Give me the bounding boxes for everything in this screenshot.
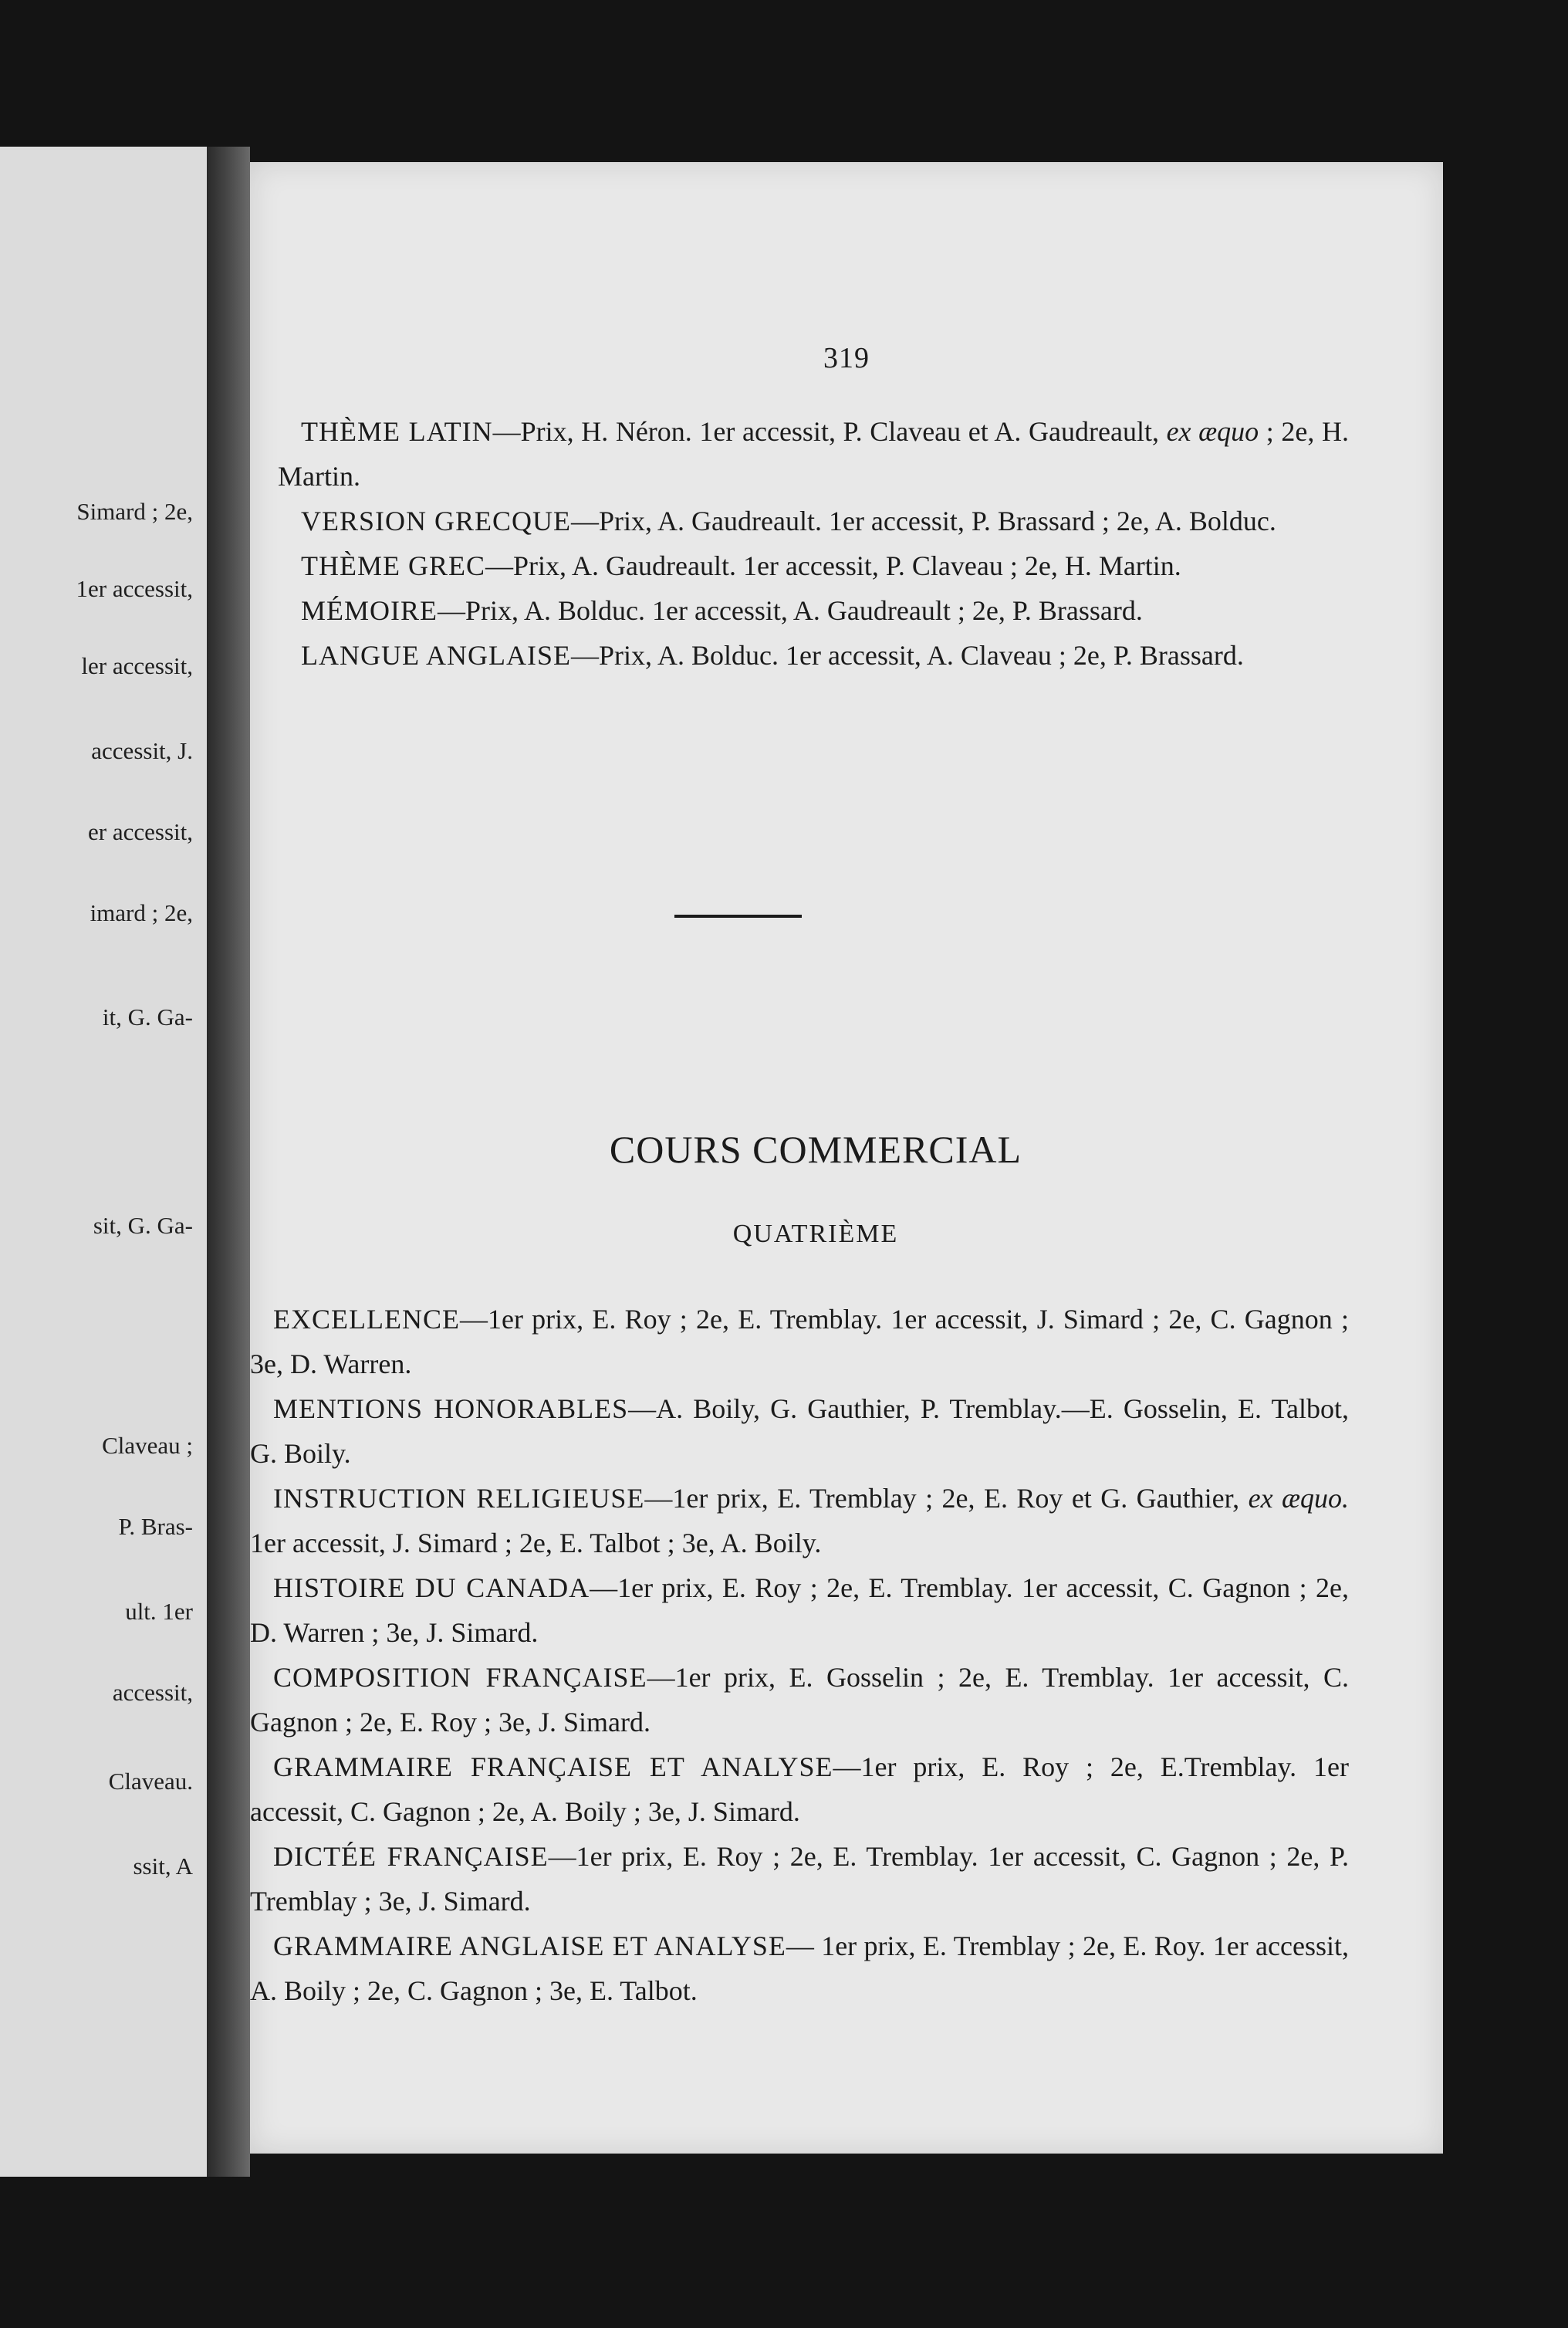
left-page-fragment: ssit, A bbox=[133, 1853, 193, 1880]
entry-text: —Prix, A. Bolduc. 1er accessit, A. Claveau ; 2e, P. Brassard. bbox=[570, 640, 1244, 671]
subject-heading: THÈME LATIN bbox=[301, 416, 493, 447]
entry-text: — 1er prix, E. Tremblay ; 2e, E. Roy. 1er accessit, A. Boily ; 2e, C. Gagnon ; 3e, E. Talbot. bbox=[250, 1930, 1349, 2006]
prize-entry bbox=[278, 588, 1349, 633]
entry-rest: ; 2e, H. Martin. bbox=[278, 416, 1350, 492]
subject-heading: INSTRUCTION RELIGIEUSE bbox=[273, 1483, 645, 1514]
subject-heading: GRAMMAIRE ANGLAISE ET ANALYSE bbox=[273, 1930, 786, 1961]
left-page-fragment: accessit, bbox=[112, 1679, 193, 1706]
prize-entry bbox=[278, 409, 1349, 499]
entry-text: —Prix, A. Bolduc. 1er accessit, A. Gaudreault ; 2e, P. Brassard. bbox=[438, 595, 1143, 626]
left-page-fragment: Claveau. bbox=[108, 1768, 193, 1795]
left-page-fragment: ler accessit, bbox=[81, 652, 193, 679]
subject-heading: MÉMOIRE bbox=[301, 595, 438, 626]
left-page-fragment: imard ; 2e, bbox=[90, 899, 193, 926]
page-number: 319 bbox=[823, 342, 870, 374]
section-title: COURS COMMERCIAL bbox=[609, 1128, 1022, 1171]
subsection-title: QUATRIÈME bbox=[732, 1220, 899, 1248]
subject-heading: THÈME GREC bbox=[301, 550, 485, 581]
subject-heading: LANGUE ANGLAISE bbox=[301, 640, 571, 671]
prize-entry bbox=[250, 1744, 1349, 1834]
subject-heading: HISTOIRE DU CANADA bbox=[273, 1572, 590, 1603]
entry-text: —A. Boily, G. Gauthier, P. Tremblay.—E. Gosselin, E. Talbot, G. Boily. bbox=[250, 1393, 1349, 1469]
previous-page-edge bbox=[0, 147, 207, 2177]
left-page-fragment: er accessit, bbox=[88, 818, 193, 845]
subject-heading: GRAMMAIRE FRANÇAISE ET ANALYSE bbox=[273, 1751, 833, 1782]
prize-entry bbox=[250, 1565, 1349, 1655]
entry-rest: 1er accessit, J. Simard ; 2e, E. Talbot ; 3e, A. Boily. bbox=[250, 1528, 822, 1558]
entry-text: —1er prix, E. Roy ; 2e, E. Tremblay. 1er accessit, J. Simard ; 2e, C. Gagnon ; 3e, D. Warren. bbox=[250, 1304, 1349, 1379]
prize-entry bbox=[250, 1297, 1349, 1386]
subject-heading: DICTÉE FRANÇAISE bbox=[273, 1841, 549, 1872]
book-gutter bbox=[207, 147, 250, 2177]
left-page-fragment: ult. 1er bbox=[125, 1598, 193, 1625]
entry-text: —1er prix, E. Roy ; 2e, E.Tremblay. 1er accessit, C. Gagnon ; 2e, A. Boily ; 3e, J. Simard. bbox=[250, 1751, 1349, 1827]
document-page bbox=[250, 162, 1443, 2154]
prize-entry bbox=[250, 1386, 1349, 1476]
prize-entry bbox=[278, 543, 1349, 588]
left-page-fragment: accessit, J. bbox=[91, 737, 193, 764]
entry-italic: ex æquo bbox=[1166, 416, 1259, 447]
entry-text: —1er prix, E. Gosselin ; 2e, E. Tremblay. 1er accessit, C. Gagnon ; 2e, E. Roy ; 3e, J. Simard. bbox=[250, 1662, 1349, 1738]
left-page-fragment: P. Bras- bbox=[118, 1513, 193, 1540]
entry-text: —1er prix, E. Tremblay ; 2e, E. Roy et G. Gauthier, bbox=[644, 1483, 1249, 1514]
section-separator bbox=[674, 915, 802, 918]
top-prize-list bbox=[250, 409, 1443, 678]
left-page-fragment: sit, G. Ga- bbox=[93, 1212, 193, 1239]
subject-heading: EXCELLENCE bbox=[273, 1304, 460, 1335]
entry-text: —1er prix, E. Roy ; 2e, E. Tremblay. 1er accessit, C. Gagnon ; 2e, P. Tremblay ; 3e, J. Simard. bbox=[250, 1841, 1349, 1917]
prize-entry bbox=[250, 1834, 1349, 1924]
subject-heading: COMPOSITION FRANÇAISE bbox=[273, 1662, 647, 1693]
entry-text: —Prix, H. Néron. 1er accessit, P. Claveau et A. Gaudreault, bbox=[492, 416, 1167, 447]
prize-entry bbox=[250, 1476, 1349, 1565]
prize-entry bbox=[278, 499, 1349, 543]
left-page-fragment: it, G. Ga- bbox=[102, 1003, 193, 1030]
prize-entry bbox=[278, 633, 1349, 678]
left-page-fragment: Simard ; 2e, bbox=[76, 498, 193, 525]
bottom-prize-list bbox=[250, 1297, 1443, 2013]
subject-heading: VERSION GRECQUE bbox=[301, 506, 572, 536]
prize-entry bbox=[250, 1924, 1349, 2013]
subject-heading: MENTIONS HONORABLES bbox=[273, 1393, 629, 1424]
entry-text: —1er prix, E. Roy ; 2e, E. Tremblay. 1er accessit, C. Gagnon ; 2e, D. Warren ; 3e, J. Simard. bbox=[250, 1572, 1349, 1648]
left-page-fragment: Claveau ; bbox=[102, 1432, 193, 1459]
entry-text: —Prix, A. Gaudreault. 1er accessit, P. Brassard ; 2e, A. Bolduc. bbox=[571, 506, 1276, 536]
entry-italic: ex æquo. bbox=[1248, 1483, 1350, 1514]
prize-entry bbox=[250, 1655, 1349, 1744]
entry-text: —Prix, A. Gaudreault. 1er accessit, P. Claveau ; 2e, H. Martin. bbox=[485, 550, 1181, 581]
left-page-fragment: 1er accessit, bbox=[76, 575, 193, 602]
